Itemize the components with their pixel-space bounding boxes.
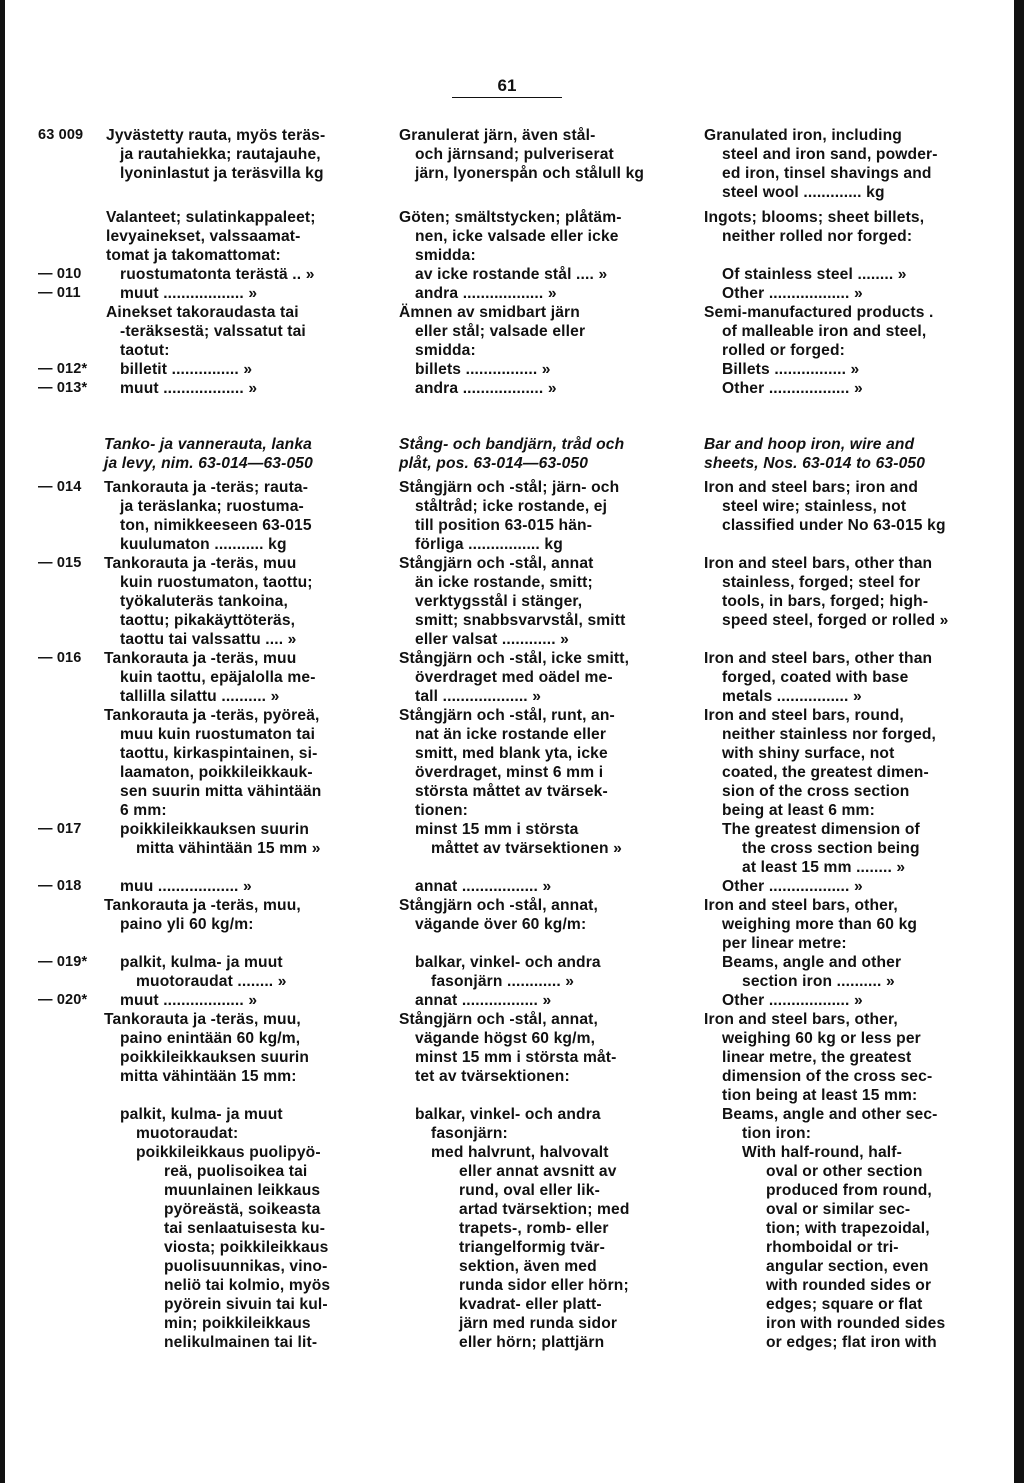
scan-edge-right (1014, 0, 1024, 1483)
finnish-text-line: muut .................. » (120, 285, 258, 302)
english-text-line: of malleable iron and steel, (722, 323, 927, 340)
english-text-line: dimension of the cross sec- (722, 1068, 933, 1085)
tariff-code: — 018 (38, 878, 82, 894)
finnish-text-line: työkaluteräs tankoina, (120, 593, 288, 610)
english-text-line: weighing 60 kg or less per (722, 1030, 921, 1047)
finnish-text-line: tai senlaatuisesta ku- (164, 1220, 326, 1237)
english-text-line: rolled or forged: (722, 342, 845, 359)
finnish-text-line: Tankorauta ja -teräs, muu, (104, 897, 301, 914)
finnish-text-line: min; poikkileikkaus (164, 1315, 311, 1332)
english-text-line: angular section, even (766, 1258, 929, 1275)
english-text-line: being at least 6 mm: (722, 802, 875, 819)
finnish-text-line: paino enintään 60 kg/m, (120, 1030, 301, 1047)
english-text-line: steel and iron sand, powder- (722, 146, 938, 163)
swedish-text-line: största måttet av tvärsek- (415, 783, 608, 800)
tariff-code: — 015 (38, 555, 82, 571)
finnish-text-line: muu .................. » (120, 878, 252, 895)
english-text-line: steel wire; stainless, not (722, 498, 907, 515)
swedish-text-line: Stångjärn och -stål, annat, (399, 1011, 599, 1028)
finnish-text-line: ja teräslanka; ruostuma- (120, 498, 304, 515)
english-text-line: sheets, Nos. 63-014 to 63-050 (704, 455, 926, 472)
swedish-text-line: smitt; snabbsvarvstål, smitt (415, 612, 626, 629)
swedish-text-line: minst 15 mm i största måt- (415, 1049, 617, 1066)
swedish-text-line: kvadrat- eller platt- (459, 1296, 602, 1313)
finnish-text-line: mitta vähintään 15 mm: (120, 1068, 297, 1085)
english-text-line: Granulated iron, including (704, 127, 902, 144)
tariff-code: — 016 (38, 650, 82, 666)
english-text-line: oval or other section (766, 1163, 923, 1180)
english-text-line: ed iron, tinsel shavings and (722, 165, 932, 182)
english-text-line: With half-round, half- (742, 1144, 902, 1161)
tariff-code: — 013* (38, 380, 88, 396)
english-text-line: stainless, forged; steel for (722, 574, 921, 591)
swedish-text-line: smidda: (415, 247, 476, 264)
swedish-text-line: tet av tvärsektionen: (415, 1068, 570, 1085)
english-text-line: Semi-manufactured products . (704, 304, 934, 321)
finnish-text-line: Tankorauta ja -teräs, muu (104, 650, 297, 667)
finnish-text-line: Tanko- ja vannerauta, lanka (104, 436, 312, 453)
english-text-line: Iron and steel bars, other, (704, 897, 898, 914)
finnish-text-line: levyainekset, valssaamat- (106, 228, 301, 245)
finnish-text-line: taottu; pikakäyttöteräs, (120, 612, 296, 629)
finnish-text-line: taottu, kirkaspintainen, si- (120, 745, 318, 762)
swedish-text-line: annat ................. » (415, 992, 552, 1009)
english-text-line: section iron .......... » (742, 973, 895, 990)
finnish-text-line: ton, nimikkeeseen 63-015 (120, 517, 312, 534)
english-text-line: Other .................. » (722, 992, 863, 1009)
english-text-line: Beams, angle and other (722, 954, 902, 971)
finnish-text-line: Valanteet; sulatinkappaleet; (106, 209, 316, 226)
finnish-text-line: muunlainen leikkaus (164, 1182, 321, 1199)
swedish-text-line: Stångjärn och -stål; järn- och (399, 479, 620, 496)
swedish-text-line: måttet av tvärsektionen » (431, 840, 622, 857)
english-text-line: per linear metre: (722, 935, 847, 952)
tariff-code: — 014 (38, 479, 82, 495)
scan-edge-left (0, 0, 5, 1483)
tariff-code: — 019* (38, 954, 88, 970)
swedish-text-line: Ämnen av smidbart järn (399, 304, 580, 321)
finnish-text-line: poikkileikkauksen suurin (120, 1049, 310, 1066)
swedish-text-line: artad tvärsektion; med (459, 1201, 630, 1218)
swedish-text-line: Granulerat järn, även stål- (399, 127, 596, 144)
english-text-line: Other .................. » (722, 878, 863, 895)
english-text-line: with shiny surface, not (722, 745, 895, 762)
finnish-text-line: mitta vähintään 15 mm » (136, 840, 321, 857)
finnish-text-line: ja levy, nim. 63-014—63-050 (104, 455, 313, 472)
finnish-text-line: reä, puolisoikea tai (164, 1163, 308, 1180)
finnish-text-line: 6 mm: (120, 802, 167, 819)
swedish-text-line: tionen: (415, 802, 469, 819)
swedish-text-line: runda sidor eller hörn; (459, 1277, 629, 1294)
english-text-line: metals ................ » (722, 688, 862, 705)
english-text-line: neither rolled nor forged: (722, 228, 913, 245)
finnish-text-line: billetit ............... » (120, 361, 253, 378)
english-text-line: Iron and steel bars, other than (704, 650, 933, 667)
finnish-text-line: Jyvästetty rauta, myös teräs- (106, 127, 326, 144)
swedish-text-line: eller hörn; plattjärn (459, 1334, 605, 1351)
finnish-text-line: nelikulmainen tai lit- (164, 1334, 318, 1351)
swedish-text-line: tall ................... » (415, 688, 542, 705)
finnish-text-line: Tankorauta ja -teräs; rauta- (104, 479, 309, 496)
swedish-text-line: balkar, vinkel- och andra (415, 1106, 601, 1123)
finnish-text-line: muu kuin ruostumaton tai (120, 726, 316, 743)
finnish-text-line: kuin ruostumaton, taottu; (120, 574, 313, 591)
english-text-line: neither stainless nor forged, (722, 726, 937, 743)
english-text-line: tion being at least 15 mm: (722, 1087, 918, 1104)
swedish-text-line: Stångjärn och -stål, runt, an- (399, 707, 615, 724)
english-text-line: Bar and hoop iron, wire and (704, 436, 915, 453)
swedish-text-line: andra .................. » (415, 285, 557, 302)
swedish-text-line: smitt, med blank yta, icke (415, 745, 608, 762)
finnish-text-line: ja rautahiekka; rautajauhe, (120, 146, 321, 163)
finnish-text-line: kuulumaton ........... kg (120, 536, 287, 553)
english-text-line: the cross section being (742, 840, 920, 857)
english-text-line: with rounded sides or (766, 1277, 932, 1294)
finnish-text-line: taottu tai valssattu .... » (120, 631, 297, 648)
swedish-text-line: vägande högst 60 kg/m, (415, 1030, 596, 1047)
swedish-text-line: minst 15 mm i största (415, 821, 579, 838)
swedish-text-line: järn med runda sidor (459, 1315, 618, 1332)
swedish-text-line: andra .................. » (415, 380, 557, 397)
swedish-text-line: nat än icke rostande eller (415, 726, 607, 743)
swedish-text-line: ståltråd; icke rostande, ej (415, 498, 608, 515)
tariff-code: — 020* (38, 992, 88, 1008)
english-text-line: or edges; flat iron with (766, 1334, 937, 1351)
swedish-text-line: av icke rostande stål .... » (415, 266, 608, 283)
finnish-text-line: ruostumatonta terästä .. » (120, 266, 315, 283)
swedish-text-line: förliga ................ kg (415, 536, 563, 553)
swedish-text-line: eller valsat ............ » (415, 631, 570, 648)
english-text-line: linear metre, the greatest (722, 1049, 912, 1066)
swedish-text-line: verktygsstål i stänger, (415, 593, 583, 610)
english-text-line: produced from round, (766, 1182, 932, 1199)
english-text-line: Beams, angle and other sec- (722, 1106, 938, 1123)
finnish-text-line: Ainekset takoraudasta tai (106, 304, 299, 321)
english-text-line: speed steel, forged or rolled » (722, 612, 949, 629)
swedish-text-line: till position 63-015 hän- (415, 517, 593, 534)
swedish-text-line: järn, lyonerspån och stålull kg (415, 165, 645, 182)
swedish-text-line: nen, icke valsade eller icke (415, 228, 619, 245)
swedish-text-line: fasonjärn: (431, 1125, 508, 1142)
english-text-line: at least 15 mm ........ » (742, 859, 906, 876)
swedish-text-line: smidda: (415, 342, 476, 359)
finnish-text-line: pyörein sivuin tai kul- (164, 1296, 328, 1313)
english-text-line: Iron and steel bars, other than (704, 555, 933, 572)
english-text-line: weighing more than 60 kg (722, 916, 918, 933)
finnish-text-line: poikkileikkauksen suurin (120, 821, 310, 838)
tariff-code: — 012* (38, 361, 88, 377)
finnish-text-line: lyoninlastut ja teräsvilla kg (120, 165, 324, 182)
finnish-text-line: taotut: (120, 342, 170, 359)
swedish-text-line: Göten; smältstycken; plåtäm- (399, 209, 622, 226)
english-text-line: coated, the greatest dimen- (722, 764, 929, 781)
tariff-code: — 011 (38, 285, 81, 301)
finnish-text-line: muotoraudat: (136, 1125, 239, 1142)
english-text-line: The greatest dimension of (722, 821, 920, 838)
english-text-line: steel wool ............. kg (722, 184, 885, 201)
swedish-text-line: plåt, pos. 63-014—63-050 (399, 455, 589, 472)
swedish-text-line: överdraget, minst 6 mm i (415, 764, 604, 781)
finnish-text-line: sen suurin mitta vähintään (120, 783, 322, 800)
english-text-line: Other .................. » (722, 380, 863, 397)
english-text-line: Iron and steel bars, round, (704, 707, 904, 724)
swedish-text-line: Stångjärn och -stål, icke smitt, (399, 650, 630, 667)
finnish-text-line: kuin taottu, epäjalolla me- (120, 669, 316, 686)
finnish-text-line: Tankorauta ja -teräs, muu, (104, 1011, 301, 1028)
finnish-text-line: puolisuunnikas, vino- (164, 1258, 328, 1275)
english-text-line: Ingots; blooms; sheet billets, (704, 209, 925, 226)
finnish-text-line: laamaton, poikkileikkauk- (120, 764, 313, 781)
english-text-line: rhomboidal or tri- (766, 1239, 899, 1256)
finnish-text-line: Tankorauta ja -teräs, pyöreä, (104, 707, 320, 724)
swedish-text-line: än icke rostande, smitt; (415, 574, 593, 591)
swedish-text-line: med halvrunt, halvovalt (431, 1144, 609, 1161)
finnish-text-line: viosta; poikkileikkaus (164, 1239, 329, 1256)
finnish-text-line: tomat ja takomattomat: (106, 247, 281, 264)
page-number: 61 (452, 76, 562, 98)
swedish-text-line: billets ................ » (415, 361, 551, 378)
english-text-line: iron with rounded sides (766, 1315, 946, 1332)
swedish-text-line: eller stål; valsade eller (415, 323, 586, 340)
english-text-line: Other .................. » (722, 285, 863, 302)
swedish-text-line: vägande över 60 kg/m: (415, 916, 587, 933)
finnish-text-line: muotoraudat ........ » (136, 973, 287, 990)
swedish-text-line: trapets-, romb- eller (459, 1220, 609, 1237)
swedish-text-line: rund, oval eller lik- (459, 1182, 600, 1199)
english-text-line: classified under No 63-015 kg (722, 517, 946, 534)
english-text-line: forged, coated with base (722, 669, 909, 686)
finnish-text-line: pyöreästä, soikeasta (164, 1201, 321, 1218)
finnish-text-line: muut .................. » (120, 380, 258, 397)
swedish-text-line: triangelformig tvär- (459, 1239, 605, 1256)
english-text-line: Iron and steel bars, other, (704, 1011, 898, 1028)
swedish-text-line: Stångjärn och -stål, annat, (399, 897, 599, 914)
finnish-text-line: neliö tai kolmio, myös (164, 1277, 331, 1294)
finnish-text-line: palkit, kulma- ja muut (120, 1106, 283, 1123)
finnish-text-line: poikkileikkaus puolipyö- (136, 1144, 321, 1161)
swedish-text-line: sektion, även med (459, 1258, 597, 1275)
swedish-text-line: annat ................. » (415, 878, 552, 895)
tariff-code: — 017 (38, 821, 82, 837)
finnish-text-line: tallilla silattu .......... » (120, 688, 280, 705)
swedish-text-line: eller annat avsnitt av (459, 1163, 617, 1180)
finnish-text-line: paino yli 60 kg/m: (120, 916, 254, 933)
finnish-text-line: palkit, kulma- ja muut (120, 954, 283, 971)
swedish-text-line: Stångjärn och -stål, annat (399, 555, 594, 572)
swedish-text-line: överdraget med oädel me- (415, 669, 613, 686)
finnish-text-line: Tankorauta ja -teräs, muu (104, 555, 297, 572)
finnish-text-line: muut .................. » (120, 992, 258, 1009)
english-text-line: Iron and steel bars; iron and (704, 479, 919, 496)
swedish-text-line: fasonjärn ............ » (431, 973, 575, 990)
english-text-line: sion of the cross section (722, 783, 910, 800)
english-text-line: Billets ................ » (722, 361, 860, 378)
english-text-line: tion iron: (742, 1125, 812, 1142)
swedish-text-line: balkar, vinkel- och andra (415, 954, 601, 971)
finnish-text-line: -teräksestä; valssatut tai (120, 323, 306, 340)
english-text-line: oval or similar sec- (766, 1201, 911, 1218)
tariff-code: 63 009 (38, 127, 84, 143)
swedish-text-line: Stång- och bandjärn, tråd och (399, 436, 625, 453)
swedish-text-line: och järnsand; pulveriserat (415, 146, 614, 163)
english-text-line: Of stainless steel ........ » (722, 266, 907, 283)
tariff-code: — 010 (38, 266, 82, 282)
english-text-line: edges; square or flat (766, 1296, 923, 1313)
english-text-line: tools, in bars, forged; high- (722, 593, 929, 610)
english-text-line: tion; with trapezoidal, (766, 1220, 930, 1237)
